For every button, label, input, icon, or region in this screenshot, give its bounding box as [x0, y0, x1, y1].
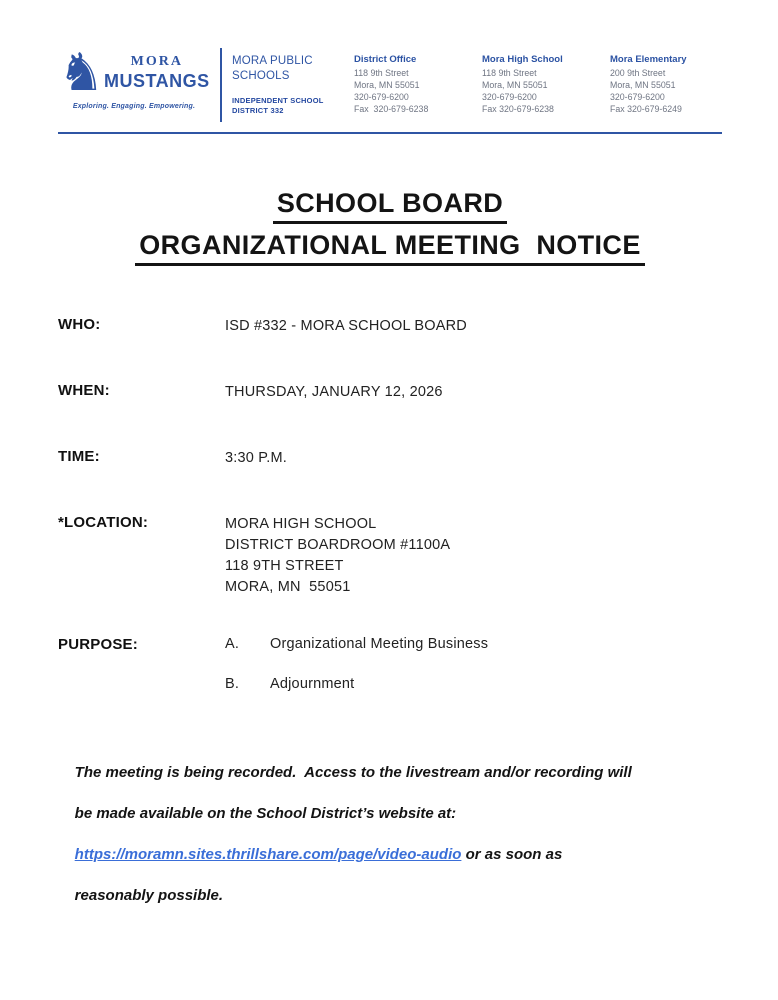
contact-line: Fax 320-679-6238: [354, 104, 429, 114]
recording-notice: [58, 742, 730, 927]
livestream-link[interactable]: https://moramn.sites.thrillshare.com/page/video-audio: [74, 845, 462, 863]
notice-line-1: The meeting is being recorded. Access to the livestream and/or recording will: [74, 763, 632, 781]
detail-row-who: [58, 316, 722, 337]
logo-name-bottom: MUSTANGS: [104, 71, 210, 91]
detail-value-line: DISTRICT BOARDROOM #1100A: [225, 537, 451, 553]
detail-value: THURSDAY, JANUARY 12, 2026: [225, 384, 443, 400]
purpose-text: Adjournment: [270, 676, 355, 692]
contact-column-elementary: [610, 54, 724, 115]
logo-name-top: MORA: [130, 54, 183, 69]
contact-columns: [354, 54, 724, 115]
detail-label: TIME:: [58, 448, 100, 465]
detail-value: ISD #332 - MORA SCHOOL BOARD: [225, 318, 467, 334]
notice-title: [58, 188, 722, 266]
detail-label: *LOCATION:: [58, 514, 149, 531]
district-name-block: [232, 54, 338, 116]
district-sub-line1: INDEPENDENT SCHOOL: [232, 96, 324, 105]
detail-value-line: 118 9TH STREET: [225, 558, 344, 574]
mustang-horse-icon: ♞: [58, 44, 105, 102]
letterhead-rule: [58, 132, 722, 134]
notice-line-3-after-link: or as soon as: [461, 845, 563, 863]
purpose-letter: A.: [225, 636, 240, 652]
detail-label: WHEN:: [58, 382, 110, 399]
contact-line: 320-679-6200: [482, 92, 537, 102]
contact-line: Mora, MN 55051: [610, 80, 676, 90]
district-name-line2: SCHOOLS: [232, 70, 290, 82]
detail-value: 3:30 P.M.: [225, 450, 287, 466]
purpose-item-a: [225, 636, 488, 652]
contact-line: Mora, MN 55051: [482, 80, 548, 90]
detail-row-when: [58, 382, 722, 403]
contact-column-high-school: [482, 54, 596, 115]
purpose-label: PURPOSE:: [58, 636, 138, 653]
detail-row-location: [58, 514, 722, 598]
contact-title: District Office: [354, 54, 417, 65]
header-divider: [220, 48, 222, 122]
title-line-2: ORGANIZATIONAL MEETING NOTICE: [135, 230, 645, 266]
mustang-logo: [58, 46, 210, 110]
school-letterhead: [58, 46, 722, 122]
district-name-line1: MORA PUBLIC: [232, 55, 313, 67]
detail-row-time: [58, 448, 722, 469]
notice-line-2: be made available on the School District’s website at:: [74, 804, 457, 822]
district-sub-line2: DISTRICT 332: [232, 106, 284, 115]
detail-value-line: MORA, MN 55051: [225, 579, 351, 595]
contact-line: Fax 320-679-6238: [482, 104, 554, 114]
meeting-details: [58, 316, 722, 716]
contact-line: 118 9th Street: [482, 68, 537, 78]
contact-column-district-office: [354, 54, 468, 115]
contact-line: 118 9th Street: [354, 68, 409, 78]
contact-line: 200 9th Street: [610, 68, 666, 78]
contact-title: Mora High School: [482, 54, 563, 65]
purpose-letter: B.: [225, 676, 240, 692]
contact-line: Mora, MN 55051: [354, 80, 420, 90]
logo-tagline: Exploring. Engaging. Empowering.: [72, 103, 196, 110]
detail-row-purpose: [58, 636, 722, 716]
purpose-text: Organizational Meeting Business: [270, 636, 489, 652]
detail-value-line: MORA HIGH SCHOOL: [225, 516, 377, 532]
contact-title: Mora Elementary: [610, 54, 687, 65]
detail-label: WHO:: [58, 316, 101, 333]
notice-line-4: reasonably possible.: [74, 886, 224, 904]
contact-line: 320-679-6200: [610, 92, 665, 102]
contact-line: 320-679-6200: [354, 92, 409, 102]
purpose-item-b: [225, 676, 488, 692]
title-line-1: SCHOOL BOARD: [273, 188, 507, 224]
contact-line: Fax 320-679-6249: [610, 104, 682, 114]
